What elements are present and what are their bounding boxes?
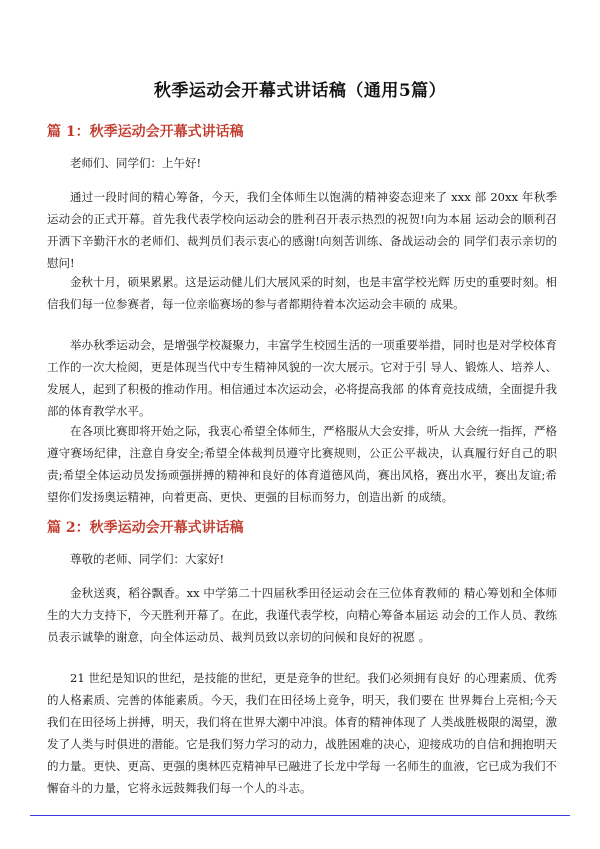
section-1-greeting: 老师们、同学们：上午好! bbox=[70, 156, 202, 170]
section-1-paragraph-3: 举办秋季运动会，是增强学校凝聚力，丰富学生校园生活的一项重要举措，同时也是对学校体育工作的一次大检阅，更是体现当代中专生精神风貌的一次大展示。它对于引 导人、锻炼人、培养人、发展人，起到了积极的推动作用。相信通过本次运动会，必将提高我部 的体育竞技成绩，全面提升我部的体育教学水平。 bbox=[47, 338, 557, 418]
document-title: 秋季运动会开幕式讲话稿（通用5篇） bbox=[153, 81, 447, 101]
section-1-paragraph-2: 金秋十月，硕果累累。这是运动健儿们大展风采的时刻，也是丰富学校光辉 历史的重要时刻。相信我们每一位参赛者，每一位亲临赛场的参与者都期待着本次运动会丰硕的 成果。 bbox=[47, 275, 557, 311]
section-heading-1: 篇 1：秋季运动会开幕式讲话稿 bbox=[47, 124, 244, 140]
footer-divider bbox=[30, 815, 570, 816]
section-2-paragraph-2: 21 世纪是知识的世纪，是技能的世纪，更是竞争的世纪。我们必须拥有良好 的心理素质、优秀的人格素质、完善的体能素质。今天，我们在田径场上竞争，明天，我们要在 世界舞台上亮相;今天我们在田径场上拼搏，明天，我们将在世界大潮中冲浪。体育的精神体现了 人类战胜极限的渴望，激发了人类与时俱进的潜能。它是我们努力学习的动力，战胜困难的决心，迎接成功的自信和拥抱明天的力量。更快、更高、更强的奥林匹克精神早已融进了长龙中学每 一名师生的血液，它已成为我们不懈奋斗的力量，它将永远鼓舞我们每一个人的斗志。 bbox=[47, 671, 557, 795]
section-2-paragraph-1: 金秋送爽，稻谷飘香。xx 中学第二十四届秋季田径运动会在三位体育教师的 精心筹划和全体师生的大力支持下，今天胜利开幕了。在此，我谨代表学校，向精心筹备本届运 动会的工作人员、教练员表示诚挚的谢意，向全体运动员、裁判员致以亲切的问候和良好的祝愿 。 bbox=[47, 586, 557, 644]
section-1-paragraph-1: 通过一段时间的精心筹备，今天，我们全体师生以饱满的精神姿态迎来了 xxx 部 20xx 年秋季运动会的正式开幕。首先我代表学校向运动会的胜利召开表示热烈的祝贺!向为本届 运动会的顺利召开洒下辛勤汗水的老师们、裁判员们表示衷心的感谢!向刻苦训练、备战运动会的 同学们表示亲切的慰问! bbox=[47, 190, 557, 270]
section-2-greeting: 尊敬的老师、同学们：大家好! bbox=[70, 552, 225, 566]
section-heading-2: 篇 2：秋季运动会开幕式讲话稿 bbox=[47, 520, 244, 536]
section-1-paragraph-4: 在各项比赛即将开始之际，我衷心希望全体师生，严格服从大会安排，听从 大会统一指挥，严格遵守赛场纪律，注意自身安全;希望全体裁判员遵守比赛规则，公正公平裁决，认真履行好自己的职责;希望全体运动员发扬顽强拼搏的精神和良好的体育道德风尚，赛出风格，赛出水平，赛出友谊;希望你们发扬奥运精神，向着更高、更快、更强的目标而努力，创造出新 的成绩。 bbox=[47, 424, 557, 504]
